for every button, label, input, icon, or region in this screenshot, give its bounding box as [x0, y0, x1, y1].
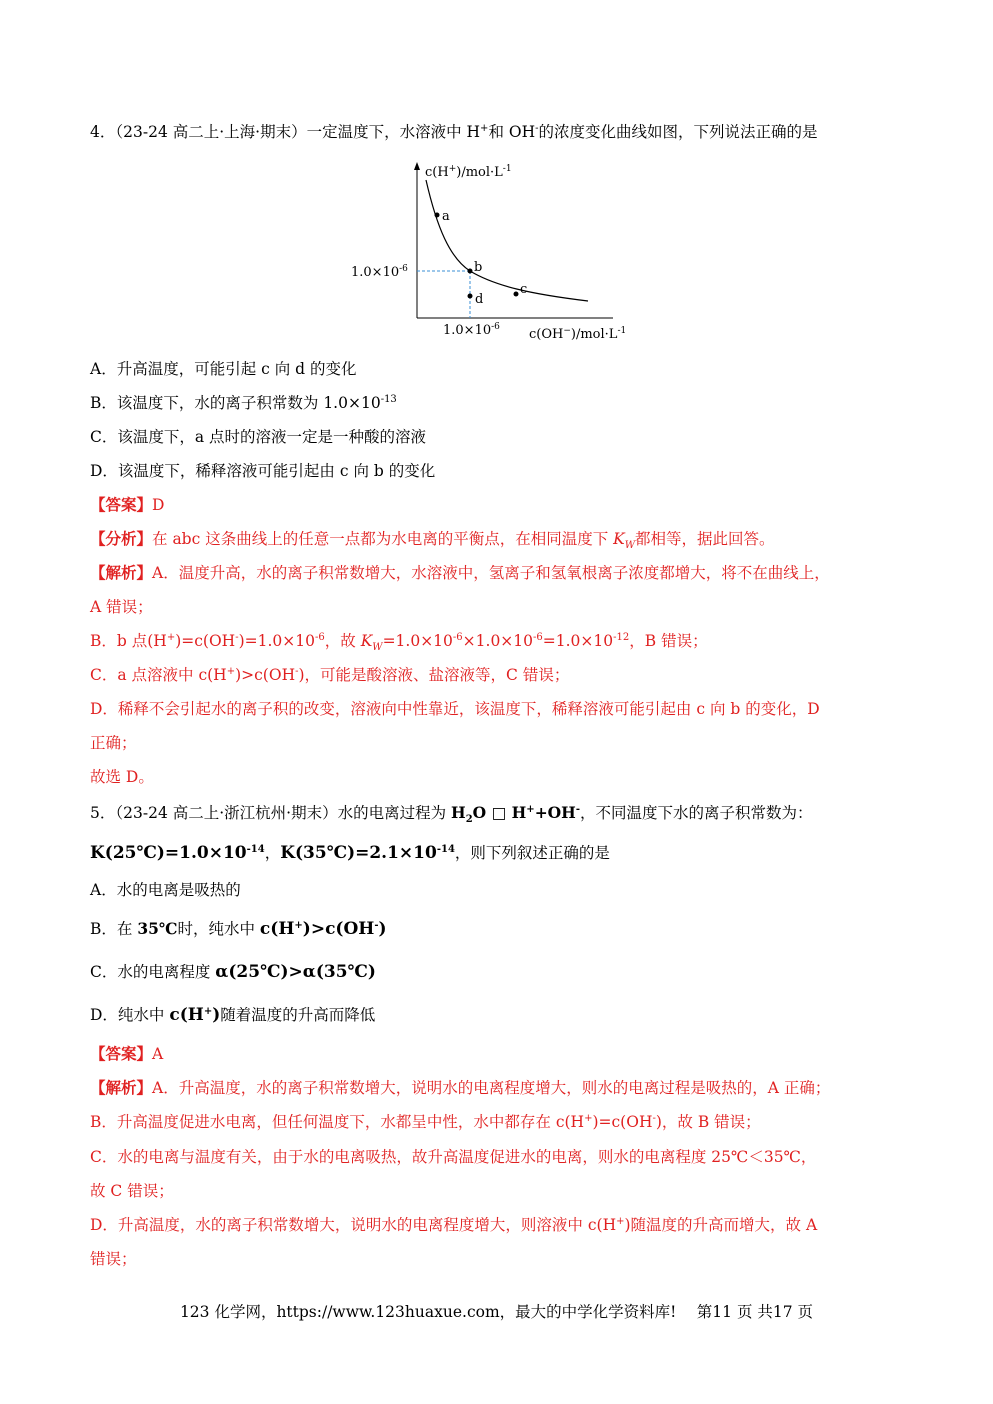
concentration-curve-figure [345, 158, 645, 344]
q4-explain-b: B．b 点$(H^+)=c(OH^-)=1.0\times 10^{-6}$，故 $K_W=1.0\times 10^{-6}\times 1.0\times 10^{-6}=1.0\times 10^{-12}$，B 错误； [90, 632, 708, 653]
equilibrium-curve [426, 180, 588, 301]
q4-explain-a1: 【解析】A．温度升高，水的离子积常数增大，水溶液中，氢离子和氢氧根离子浓度都增大，将不在曲线上， [90, 563, 830, 582]
y-axis-label: $c(H^+)/mol\cdot L^{-1}$ [425, 164, 512, 180]
point-b-label: b [474, 260, 483, 275]
point-d-label: d [475, 292, 484, 307]
point-c-label: c [520, 282, 528, 297]
q4-answer: 【答案】D [90, 495, 165, 514]
q5-stem: 5．（23-24 高二上·浙江杭州·期末）水的电离过程为 $H_2O$ □ H++OH-，不同温度下水的离子积常数为： [90, 803, 813, 825]
q5-answer: 【答案】A [90, 1044, 164, 1063]
q5-explain-a: 【解析】A．升高温度，水的离子积常数增大，说明水的电离程度增大，则水的电离过程是吸热的，A 正确； [90, 1078, 831, 1097]
point-a [435, 213, 440, 218]
q4-explain-d2: 正确； [90, 734, 137, 752]
point-a-label: a [442, 209, 450, 224]
q5-option-b: B．在 35℃时，纯水中 c(H+)>c(OH-) [90, 919, 387, 939]
x-tick-label: $1.0\times 10^{-6}$ [443, 322, 500, 338]
q5-constants: $K(25℃)=1.0\times 10^{-14}$，$K(35℃)=2.1\times 10^{-14}$，则下列叙述正确的是 [90, 843, 610, 863]
q4-option-d: D．该温度下，稀释溶液可能引起由 c 向 b 的变化 [90, 462, 436, 480]
q4-option-a: A．升高温度，可能引起 c 向 d 的变化 [90, 360, 357, 378]
q5-explain-d1: D．升高温度，水的离子积常数增大，说明水的电离程度增大，则溶液中 c(H+)随温度的升高而增大，故 A [90, 1216, 818, 1234]
q5-explain-c1: C．水的电离与温度有关，由于水的电离吸热，故升高温度促进水的电离，则水的电离程度 25℃＜35℃， [90, 1148, 817, 1166]
x-axis-label: $c(OH^-)/mol\cdot L^{-1}$ [529, 326, 627, 342]
point-b [468, 269, 473, 274]
point-c [514, 292, 519, 297]
q4-option-b: B．该温度下，水的离子积常数为 $1.0\times 10^{-13}$ [90, 394, 397, 412]
q4-explain-a2: A 错误； [90, 598, 153, 616]
q4-analysis: 【分析】在 abc 这条曲线上的任意一点都为水电离的平衡点，在相同温度下 $K_W$都相等，据此回答。 [90, 529, 775, 551]
q5-option-d: D．纯水中 c(H+)随着温度的升高而降低 [90, 1005, 376, 1025]
q4-explain-c: C．a 点溶液中 c(H+)>c(OH-)，可能是酸溶液、盐溶液等，C 错误； [90, 666, 570, 684]
ionization-equation: $H_2O$ □ H++OH- [451, 803, 580, 825]
q5-explain-d2: 错误； [90, 1250, 137, 1268]
point-d [468, 294, 473, 299]
q5-option-a: A．水的电离是吸热的 [90, 881, 241, 899]
q4-explain-d1: D．稀释不会引起水的离子积的改变，溶液向中性靠近，该温度下，稀释溶液可能引起由 c 向 b 的变化，D [90, 700, 820, 718]
y-tick-label: $1.0\times 10^{-6}$ [351, 264, 408, 280]
y-axis-arrow [414, 162, 420, 170]
q4-option-c: C．该温度下，a 点时的溶液一定是一种酸的溶液 [90, 428, 427, 446]
q5-explain-c2: 故 C 错误； [90, 1182, 174, 1200]
q4-conclusion: 故选 D。 [90, 768, 154, 786]
q4-stem: 4．（23-24 高二上·上海·期末）一定温度下，水溶液中 H+和 OH-的浓度变化曲线如图，下列说法正确的是 [90, 123, 818, 141]
page-footer: 123 化学网，https://www.123huaxue.com，最大的中学化学资料库! 第11 页 共17 页 [179, 1303, 814, 1321]
q5-explain-b: B．升高温度促进水电离，但任何温度下，水都呈中性，水中都存在 c(H+)=c(OH-)，故 B 错误； [90, 1113, 761, 1131]
q5-option-c: C．水的电离程度 α(25℃)>α(35℃) [90, 962, 376, 982]
